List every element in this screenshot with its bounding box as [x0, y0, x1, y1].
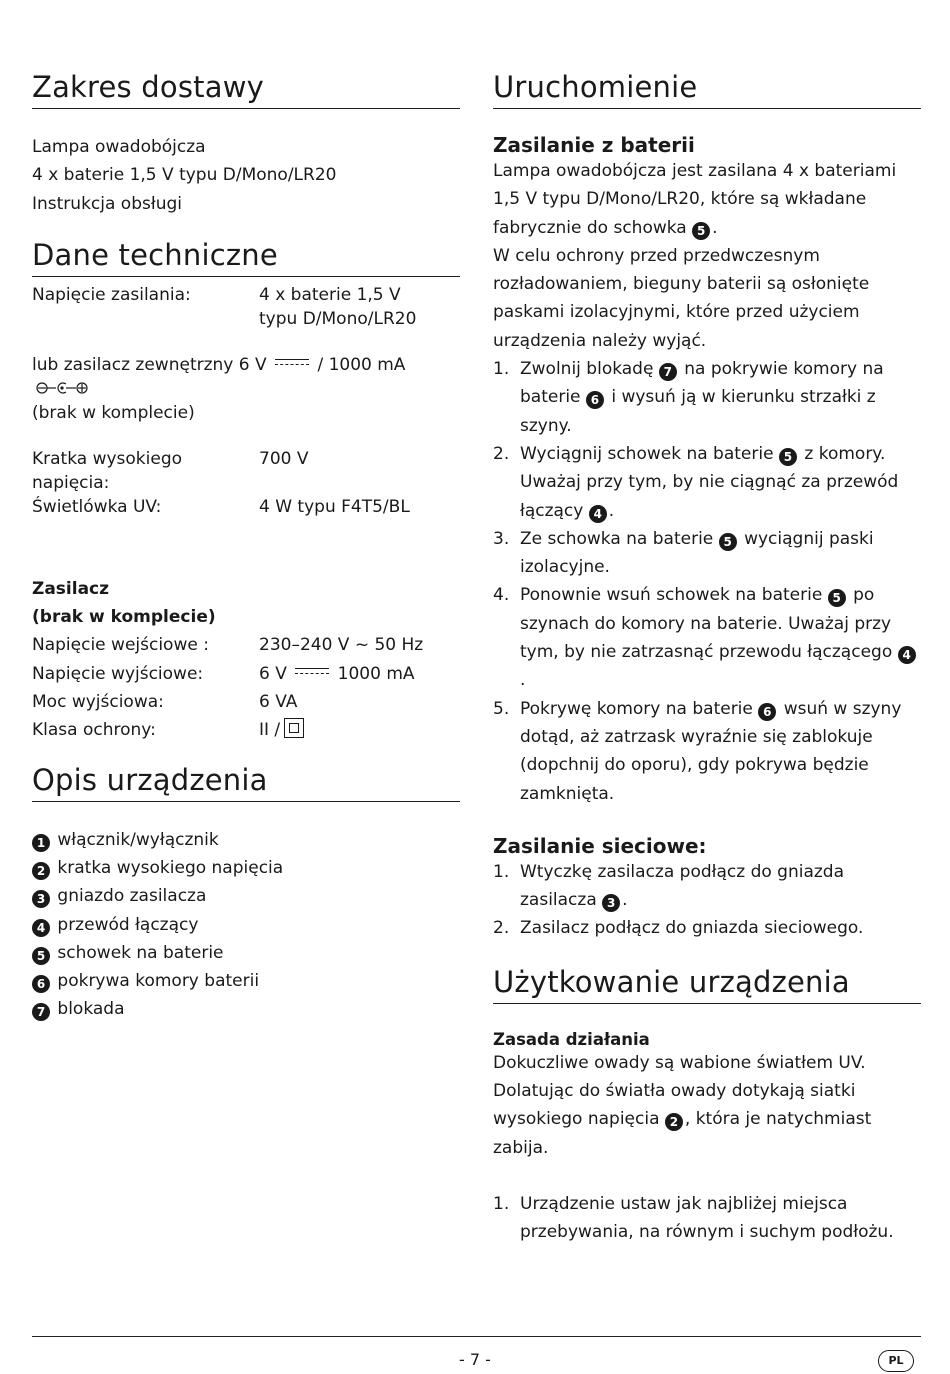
- step-text: [520, 525, 921, 582]
- subsection-title-siec: Zasilanie sieciowe:: [493, 833, 707, 858]
- section-title-uzytkowanie: Użytkowanie urządzenia: [493, 965, 921, 1004]
- step-fragment: po szynach do komory na baterie. Uważaj przy tym, by nie zatrzasnąć przewodu łączącego: [520, 585, 893, 663]
- dc-symbol-icon: [275, 356, 309, 368]
- polarity-icon: [36, 382, 88, 394]
- spec-label: Świetlówka UV:: [32, 496, 162, 517]
- step-fragment: z komory. Uważaj przy tym, by nie ciągnąć za przewód łączący: [520, 443, 899, 521]
- spec-value: [259, 283, 460, 331]
- list-item-label: włącznik/wyłącznik: [57, 829, 219, 850]
- step-text: [520, 355, 921, 440]
- step-text: [520, 695, 921, 808]
- class-text: II /: [259, 720, 281, 741]
- adapter-text: lub zasilacz zewnętrzny 6 V: [32, 354, 267, 375]
- spec-value-line: 4 x baterie 1,5 V: [259, 284, 401, 305]
- spec-value: 4 W typu F4T5/BL: [259, 496, 410, 517]
- spec-label: Moc wyjściowa:: [32, 692, 164, 713]
- spec-table: [32, 283, 460, 519]
- zakres-list: [32, 133, 460, 218]
- list-item: [493, 695, 921, 808]
- number-badge-icon: 2: [32, 862, 50, 880]
- number-badge-icon: 3: [32, 890, 50, 908]
- step-number: 4.: [493, 585, 510, 606]
- step-text: Ponownie wsuń schowek na baterie 5 po szynach do komory na baterie. Uważaj przy tym, by nie zatrzasnąć przewodu łączącego 4.: [520, 581, 921, 694]
- number-badge-icon: 7: [32, 1003, 50, 1021]
- list-item: [493, 914, 921, 942]
- spec-row-power: [32, 688, 460, 716]
- step-fragment: wsuń w szyny dotąd, aż zatrzask wyraźnie się zablokuje (dopchnij do oporu), gdy pokrywa będzie zamknięta.: [520, 698, 902, 804]
- language-badge: PL: [878, 1350, 914, 1372]
- list-item: Lampa owadobójcza: [32, 137, 206, 157]
- number-badge-icon: 2: [665, 1113, 683, 1131]
- spec-label: Klasa ochrony:: [32, 720, 156, 741]
- spec-row-class: [32, 716, 460, 744]
- step-number: 1.: [493, 861, 510, 882]
- right-column: [493, 70, 921, 1247]
- zasilacz-block: [32, 575, 460, 745]
- spec-value: 6 VA: [259, 692, 298, 713]
- step-fragment: Wyciągnij schowek na baterie: [520, 443, 774, 464]
- paragraph-text: , która je natychmiast zabija.: [493, 1109, 872, 1158]
- section-title-uruchomienie: Uruchomienie: [493, 70, 921, 109]
- paragraph: Dokuczliwe owady są wabione światłem UV.: [493, 1052, 866, 1073]
- spec-label: Napięcie wyjściowe:: [32, 663, 204, 684]
- list-item: [493, 355, 921, 440]
- adapter-note: (brak w komplecie): [32, 402, 195, 423]
- list-item: [32, 911, 460, 939]
- section-title-dane: Dane techniczne: [32, 238, 460, 277]
- list-item: [493, 1190, 921, 1247]
- subsection-title-baterie: Zasilanie z baterii: [493, 133, 695, 157]
- subsection-title-zasada: Zasada działania: [493, 1029, 650, 1049]
- spec-label: Napięcie zasilania:: [32, 284, 191, 305]
- steps-list: [493, 858, 921, 943]
- footer-divider: [32, 1336, 921, 1337]
- spec-value-line: typu D/Mono/LR20: [259, 308, 417, 329]
- number-badge-icon: 5: [828, 589, 846, 607]
- output-voltage: 6 V: [259, 663, 287, 684]
- list-item-label: pokrywa komory baterii: [57, 971, 260, 992]
- list-item-label: gniazdo zasilacza: [57, 886, 207, 907]
- number-badge-icon: 3: [602, 894, 620, 912]
- spec-row-uv: [32, 495, 460, 519]
- number-badge-icon: 5: [719, 533, 737, 551]
- step-fragment: i wysuń ją w kierunku strzałki z szyny.: [520, 387, 876, 436]
- step-number: 5.: [493, 698, 510, 719]
- dc-symbol-icon: [295, 665, 329, 677]
- list-item-label: schowek na baterie: [57, 942, 224, 963]
- section-title-zakres: Zakres dostawy: [32, 70, 460, 109]
- paragraph: [493, 1077, 921, 1162]
- list-item-label: kratka wysokiego napięcia: [57, 857, 284, 878]
- list-item: [32, 939, 460, 967]
- paragraph: W celu ochrony przed przedwczesnym rozładowaniem, bieguny baterii są osłonięte paskami izolacyjnymi, które przed użyciem urządzenia należy wyjąć.: [493, 245, 870, 351]
- steps-list: [493, 355, 921, 808]
- list-item: [32, 995, 460, 1023]
- number-badge-icon: 5: [779, 448, 797, 466]
- protection-class-icon: [284, 718, 304, 738]
- spec-value: 230–240 V ~ 50 Hz: [259, 635, 424, 656]
- number-badge-icon: 6: [758, 703, 776, 721]
- zasilacz-title: Zasilacz: [32, 578, 110, 599]
- step-fragment: wyciągnij paski izolacyjne.: [520, 528, 874, 578]
- list-item: [32, 854, 460, 882]
- step-text: Wyciągnij schowek na baterie 5 z komory. Uważaj przy tym, by nie ciągnąć za przewód łączący 4 .: [520, 443, 899, 521]
- spec-row-supply: [32, 283, 460, 331]
- step-fragment: Pokrywę komory na baterie: [520, 698, 753, 719]
- spec-label: Napięcie wejściowe :: [32, 635, 209, 656]
- paragraph-text: Lampa owadobójcza jest zasilana 4 x bateriami 1,5 V typu D/Mono/LR20, które są wkładane fabrycznie do schowka: [493, 161, 897, 238]
- list-item-label: przewód łączący: [57, 914, 199, 935]
- step-text: Zasilacz podłącz do gniazda sieciowego.: [520, 918, 864, 939]
- spec-row-adapter: [32, 353, 460, 425]
- paragraph-text: Dolatując do światła owady dotykają siatki wysokiego napięcia: [493, 1081, 856, 1130]
- adapter-current: / 1000 mA: [317, 354, 406, 375]
- step-fragment: Wtyczkę zasilacza podłącz do gniazda zasilacza: [520, 861, 845, 911]
- step-fragment: Zwolnij blokadę: [520, 359, 654, 380]
- spec-value: [259, 716, 460, 744]
- spec-label: Kratka wysokiego napięcia:: [32, 448, 183, 493]
- paragraph: Lampa owadobójcza jest zasilana 4 x bateriami 1,5 V typu D/Mono/LR20, które są wkładane fabrycznie do schowka 5 .: [493, 161, 897, 238]
- page-number: - 7 -: [459, 1350, 491, 1369]
- spec-adapter: [32, 353, 460, 425]
- step-number: 1.: [493, 1193, 510, 1214]
- spec-row-input: [32, 631, 460, 659]
- step-number: 3.: [493, 528, 510, 549]
- steps-list: [493, 1190, 921, 1247]
- number-badge-icon: 4: [32, 919, 50, 937]
- list-item: [493, 858, 921, 915]
- step-fragment: na pokrywie komory na baterie: [520, 359, 884, 408]
- number-badge-icon: 7: [659, 363, 677, 381]
- number-badge-icon: 1: [32, 834, 50, 852]
- list-item: 4 x baterie 1,5 V typu D/Mono/LR20: [32, 165, 337, 186]
- step-fragment: Ze schowka na baterie: [520, 528, 714, 549]
- spec-row-grid: [32, 447, 460, 495]
- list-item-label: blokada: [57, 999, 125, 1020]
- left-column: [32, 70, 460, 1024]
- number-badge-icon: 5: [32, 947, 50, 965]
- number-badge-icon: 4: [898, 646, 916, 664]
- spec-row-output: [32, 660, 460, 688]
- list-item: [493, 525, 921, 582]
- number-badge-icon: 6: [32, 975, 50, 993]
- list-item: [493, 581, 921, 694]
- step-text: Urządzenie ustaw jak najbliżej miejsca przebywania, na równym i suchym podłożu.: [520, 1193, 894, 1243]
- spec-value: [259, 660, 460, 688]
- opis-list: [32, 826, 460, 1024]
- step-number: 1.: [493, 359, 510, 380]
- list-item: [32, 967, 460, 995]
- step-fragment: Ponownie wsuń schowek na baterie: [520, 585, 823, 606]
- section-title-opis: Opis urządzenia: [32, 763, 460, 802]
- step-number: 2.: [493, 443, 510, 464]
- list-item: [32, 826, 460, 854]
- list-item: [493, 440, 921, 525]
- number-badge-icon: 6: [586, 391, 604, 409]
- spec-value: 700 V: [259, 448, 309, 469]
- number-badge-icon: 5: [692, 222, 710, 240]
- step-number: 2.: [493, 918, 510, 939]
- output-current: 1000 mA: [337, 663, 415, 684]
- list-item: Instrukcja obsługi: [32, 193, 182, 214]
- zasilacz-subtitle: (brak w komplecie): [32, 607, 216, 628]
- number-badge-icon: 4: [589, 505, 607, 523]
- list-item: [32, 882, 460, 910]
- step-text: Wtyczkę zasilacza podłącz do gniazda zasilacza 3 .: [520, 861, 845, 911]
